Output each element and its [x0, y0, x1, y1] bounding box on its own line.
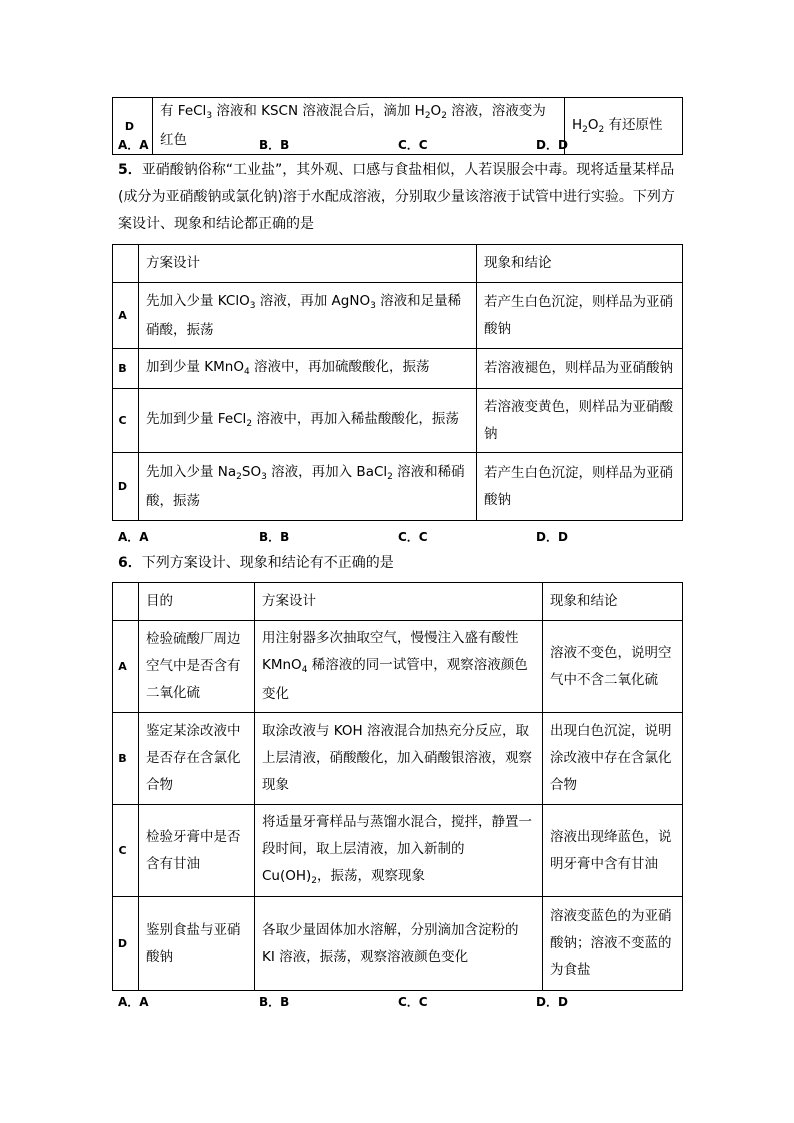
- scheme-cell: 先加入少量 $Na_2SO_3$ 溶液，再加入 BaCl$_2$ 溶液和稀硝酸，振荡: [139, 453, 477, 521]
- scheme-cell: 取涂改液与 KOH 溶液混合加热充分反应，取上层清液，硝酸酸化，加入硝酸银溶液，观察现象: [255, 713, 543, 805]
- question-6: [118, 550, 688, 577]
- option-c[interactable]: C．C: [398, 995, 428, 1009]
- option-a[interactable]: A．A: [118, 138, 149, 152]
- option-a[interactable]: A．A: [118, 530, 149, 544]
- option-d[interactable]: D．D: [536, 530, 568, 544]
- table-row: [113, 621, 683, 713]
- question-text: 下列方案设计、现象和结论有不正确的是: [141, 555, 394, 571]
- row-label: C: [113, 389, 139, 453]
- scheme-cell: 用注射器多次抽取空气，慢慢注入盛有酸性 KMnO$_4$ 稀溶液的同一试管中，观察溶液颜色变化: [255, 621, 543, 713]
- scheme-cell: 先加到少量 FeCl$_2$ 溶液中，再加入稀盐酸酸化，振荡: [139, 389, 477, 453]
- q6-table: [112, 582, 683, 991]
- row-label: B: [113, 349, 139, 389]
- option-d[interactable]: D．D: [536, 995, 568, 1009]
- table-row: [113, 389, 683, 453]
- purpose-cell: 检验牙膏中是否含有甘油: [139, 805, 255, 897]
- row-label: D: [113, 453, 139, 521]
- row-label: A: [113, 621, 139, 713]
- option-b[interactable]: B．B: [259, 530, 290, 544]
- question-5: [118, 157, 688, 238]
- table-header-row: [113, 245, 683, 283]
- header-cell: 方案设计: [255, 583, 543, 621]
- option-c[interactable]: C．C: [398, 530, 428, 544]
- table-row: [113, 283, 683, 349]
- header-cell: 方案设计: [139, 245, 477, 283]
- table-row: [113, 805, 683, 897]
- row-label: B: [113, 713, 139, 805]
- purpose-cell: 鉴定某涂改液中是否存在含氯化合物: [139, 713, 255, 805]
- option-b[interactable]: B．B: [259, 138, 290, 152]
- question-text: 亚硝酸钠俗称“工业盐”，其外观、口感与食盐相似，人若误服会中毒。现将适量某样品(成分为亚硝酸钠或氯化钠)溶于水配成溶液，分别取少量该溶液于试管中进行实验。下列方案设计、现象和结论都正确的是: [118, 162, 675, 232]
- conclusion-cell: 若产生白色沉淀，则样品为亚硝酸钠: [477, 283, 683, 349]
- conclusion-cell: 溶液变蓝色的为亚硝酸钠；溶液不变蓝的为食盐: [543, 897, 683, 991]
- header-cell: [113, 583, 139, 621]
- header-cell: 现象和结论: [543, 583, 683, 621]
- table-header-row: [113, 583, 683, 621]
- row-label: C: [113, 805, 139, 897]
- table-row: [113, 453, 683, 521]
- scheme-cell: 将适量牙膏样品与蒸馏水混合，搅拌，静置一段时间，取上层清液，加入新制的 $Cu(OH)_2$，振荡，观察现象: [255, 805, 543, 897]
- table-row: [113, 349, 683, 389]
- table-row: [113, 713, 683, 805]
- conclusion-cell: 出现白色沉淀，说明涂改液中存在含氯化合物: [543, 713, 683, 805]
- conclusion-cell: 若溶液褪色，则样品为亚硝酸钠: [477, 349, 683, 389]
- q5-table: [112, 244, 683, 521]
- header-cell: [113, 245, 139, 283]
- table-row: [113, 897, 683, 991]
- option-c[interactable]: C．C: [398, 138, 428, 152]
- scheme-cell: 各取少量固体加水溶解，分别滴加含淀粉的 KI 溶液，振荡，观察溶液颜色变化: [255, 897, 543, 991]
- option-b[interactable]: B．B: [259, 995, 290, 1009]
- conclusion-cell: 若溶液变黄色，则样品为亚硝酸钠: [477, 389, 683, 453]
- purpose-cell: 鉴别食盐与亚硝酸钠: [139, 897, 255, 991]
- purpose-cell: 检验硫酸厂周边空气中是否含有二氧化硫: [139, 621, 255, 713]
- header-cell: 目的: [139, 583, 255, 621]
- conclusion-cell: 若产生白色沉淀，则样品为亚硝酸钠: [477, 453, 683, 521]
- conclusion-cell: 溶液出现绛蓝色，说明牙膏中含有甘油: [543, 805, 683, 897]
- option-a[interactable]: A．A: [118, 995, 149, 1009]
- option-d[interactable]: D．D: [536, 138, 568, 152]
- conclusion-cell: $H_2O_2$ 有还原性: [565, 98, 683, 155]
- row-label: D: [113, 98, 153, 155]
- question-number: 5．: [118, 162, 142, 178]
- question-number: 6．: [118, 555, 142, 571]
- scheme-cell: 先加入少量 KClO$_3$ 溶液，再加 AgNO$_3$ 溶液和足量稀硝酸，振荡: [139, 283, 477, 349]
- row-label: A: [113, 283, 139, 349]
- scheme-cell: 加到少量 KMnO$_4$ 溶液中，再加硫酸酸化，振荡: [139, 349, 477, 389]
- scheme-cell: 有 FeCl$_3$ 溶液和 KSCN 溶液混合后，滴加 $H_2O_2$ 溶液，溶液变为红色: [153, 98, 565, 155]
- conclusion-cell: 溶液不变色，说明空气中不含二氧化硫: [543, 621, 683, 713]
- header-cell: 现象和结论: [477, 245, 683, 283]
- row-label: D: [113, 897, 139, 991]
